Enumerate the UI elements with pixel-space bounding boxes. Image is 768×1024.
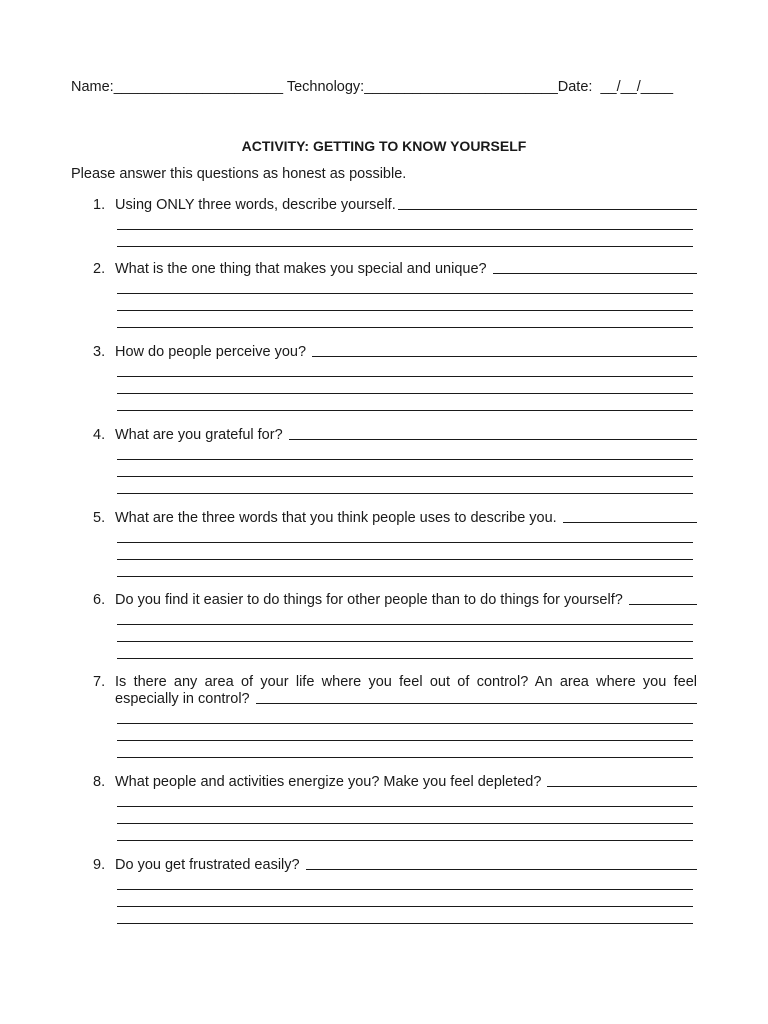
answer-line[interactable] xyxy=(117,625,693,642)
question-text: Do you find it easier to do things for other people than to do things for yourself? xyxy=(115,592,627,608)
question-9 xyxy=(93,856,697,924)
question-text: Using ONLY three words, describe yourself. xyxy=(115,197,396,213)
answer-line[interactable] xyxy=(117,377,693,394)
answer-line[interactable] xyxy=(117,707,693,724)
question-1 xyxy=(93,196,697,247)
answer-blank[interactable] xyxy=(398,209,697,210)
question-text: What people and activities energize you? Make you feel depleted? xyxy=(115,774,546,790)
answer-line[interactable] xyxy=(117,360,693,377)
date-field[interactable]: Date: __/__/____ xyxy=(557,79,674,95)
answer-line[interactable] xyxy=(117,807,693,824)
name-field[interactable]: Name:_____________________ xyxy=(71,79,284,95)
answer-line[interactable] xyxy=(117,477,693,494)
answer-blank[interactable] xyxy=(629,604,697,605)
question-number: 9. xyxy=(93,857,106,873)
question-2 xyxy=(93,260,697,328)
answer-line[interactable] xyxy=(117,608,693,625)
answer-blank[interactable] xyxy=(563,522,697,523)
activity-title: ACTIVITY: GETTING TO KNOW YOURSELF xyxy=(241,138,527,154)
question-number: 2. xyxy=(93,261,106,277)
answer-line[interactable] xyxy=(117,873,693,890)
header-fields xyxy=(71,79,701,95)
question-number: 5. xyxy=(93,510,106,526)
question-text: Is there any area of your life where you feel out of control? An area where you feel xyxy=(115,674,697,690)
answer-line[interactable] xyxy=(117,213,693,230)
answer-blank[interactable] xyxy=(256,703,697,704)
answer-line[interactable] xyxy=(117,230,693,247)
question-4 xyxy=(93,426,697,494)
answer-line[interactable] xyxy=(117,724,693,741)
answer-line[interactable] xyxy=(117,741,693,758)
technology-field[interactable]: Technology:________________________ xyxy=(283,79,558,95)
answer-blank[interactable] xyxy=(493,273,697,274)
question-number: 4. xyxy=(93,427,106,443)
answer-line[interactable] xyxy=(117,294,693,311)
answer-line[interactable] xyxy=(117,824,693,841)
instructions-text: Please answer this questions as honest as possible. xyxy=(71,166,407,182)
question-number: 6. xyxy=(93,592,106,608)
answer-line[interactable] xyxy=(117,907,693,924)
question-number: 8. xyxy=(93,774,106,790)
answer-blank[interactable] xyxy=(289,439,697,440)
answer-line[interactable] xyxy=(117,790,693,807)
question-text: What are the three words that you think people uses to describe you. xyxy=(115,510,561,526)
question-number: 3. xyxy=(93,344,106,360)
answer-line[interactable] xyxy=(117,642,693,659)
question-text: How do people perceive you? xyxy=(115,344,311,360)
answer-blank[interactable] xyxy=(547,786,697,787)
question-text-continued: especially in control? xyxy=(115,691,254,707)
answer-line[interactable] xyxy=(117,394,693,411)
question-6 xyxy=(93,591,697,659)
question-3 xyxy=(93,343,697,411)
answer-line[interactable] xyxy=(117,526,693,543)
answer-blank[interactable] xyxy=(312,356,697,357)
answer-line[interactable] xyxy=(117,890,693,907)
answer-line[interactable] xyxy=(117,311,693,328)
question-8 xyxy=(93,773,697,841)
question-number: 1. xyxy=(93,197,106,213)
question-5 xyxy=(93,509,697,577)
answer-line[interactable] xyxy=(117,560,693,577)
question-text: Do you get frustrated easily? xyxy=(115,857,304,873)
answer-blank[interactable] xyxy=(306,869,697,870)
question-7 xyxy=(93,673,697,758)
answer-line[interactable] xyxy=(117,543,693,560)
answer-line[interactable] xyxy=(117,460,693,477)
question-text: What are you grateful for? xyxy=(115,427,287,443)
answer-line[interactable] xyxy=(117,277,693,294)
question-number: 7. xyxy=(93,674,106,690)
answer-line[interactable] xyxy=(117,443,693,460)
question-text: What is the one thing that makes you special and unique? xyxy=(115,261,491,277)
